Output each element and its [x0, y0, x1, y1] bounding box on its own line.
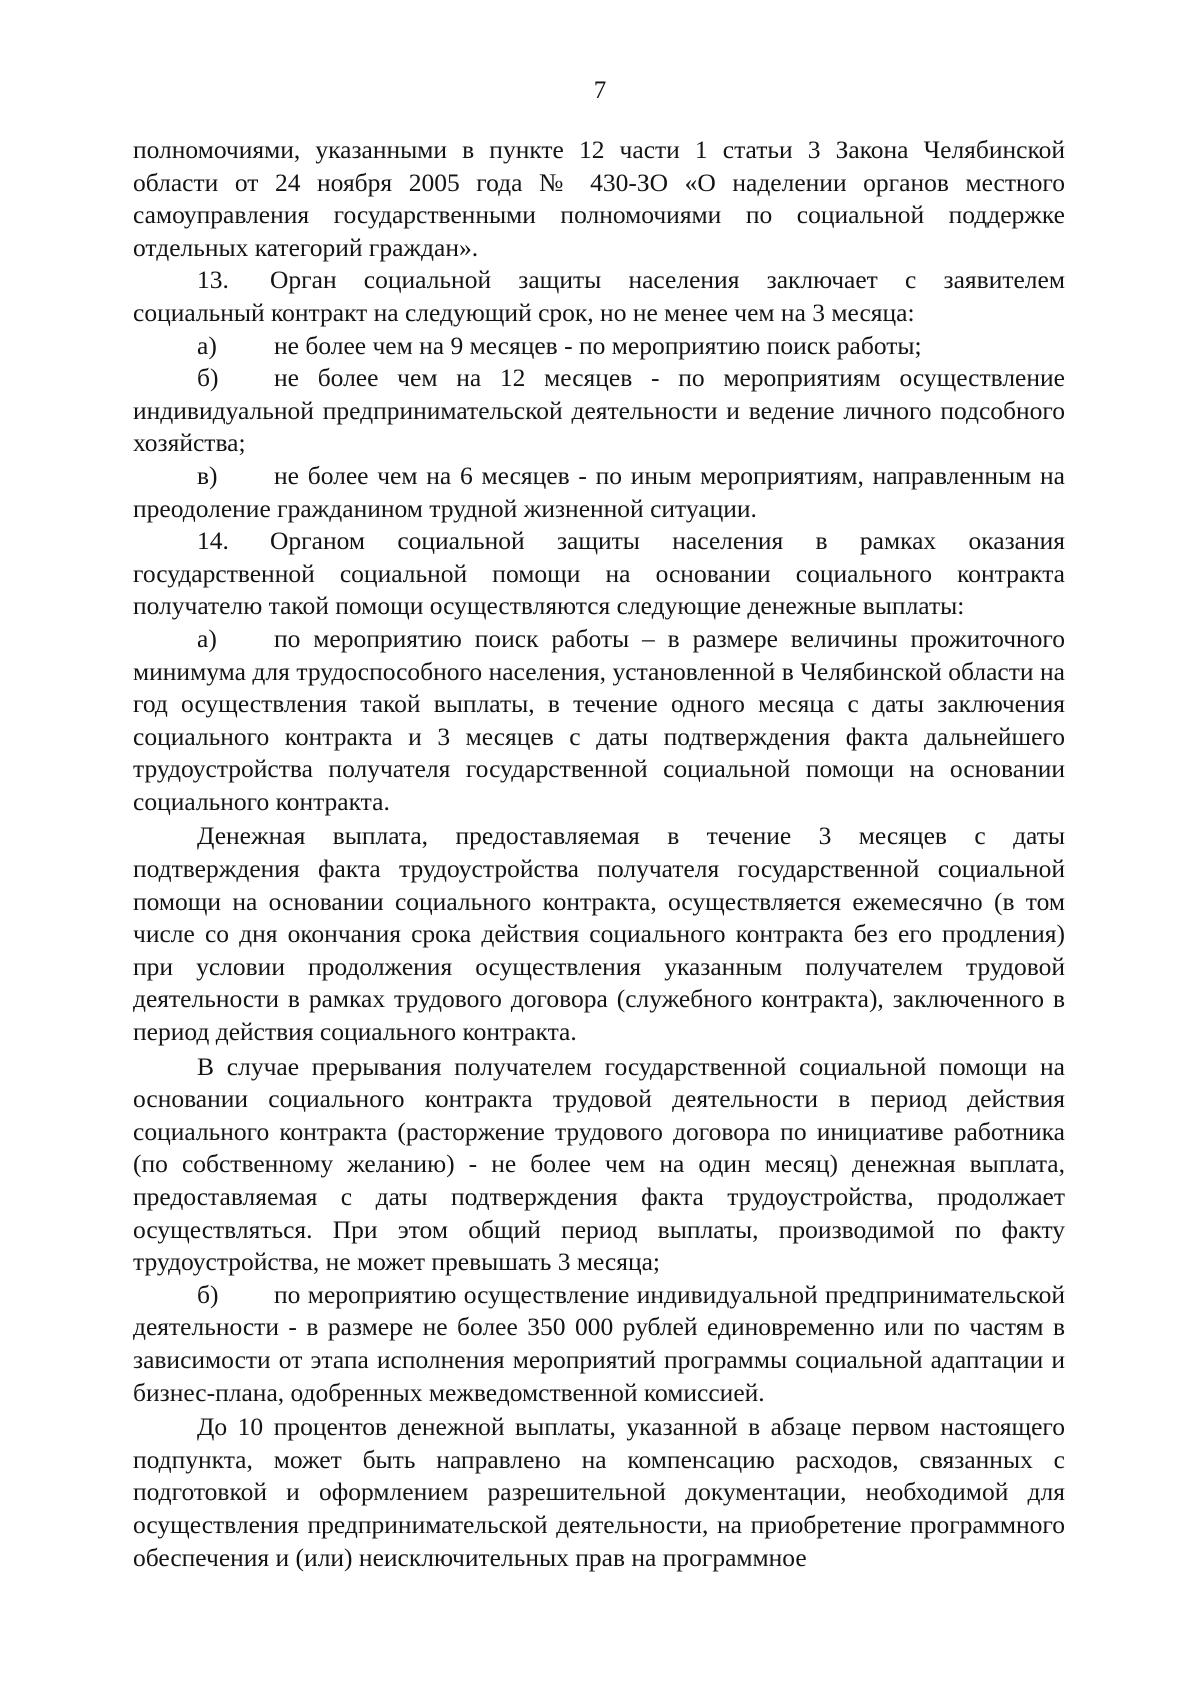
item-label: б) — [197, 1279, 219, 1309]
paragraph-text: не более чем на 6 месяцев - по иным мероприятиям, направленным на преодоление гражданином трудной жизненной ситуации. — [133, 460, 1065, 523]
item-label: 13. — [197, 265, 229, 295]
subitem-a-payment — [133, 623, 1065, 819]
item-label: б) — [197, 363, 219, 393]
paragraph-continuation — [133, 134, 1065, 264]
item-label: в) — [197, 460, 218, 490]
paragraph-monthly-payment — [133, 820, 1065, 1048]
paragraph-text: по мероприятию поиск работы – в размере величины прожиточного минимума для трудоспособного населения, установленной в Челябинской области на год осуществления такой выплаты, в течение одного месяца с даты заключения социального контракта и 3 месяцев с даты подтверждения факта дальнейшего трудоустройства получателя государственной социальной помощи на основании социального контракта. — [133, 623, 1065, 816]
page-number: 7 — [593, 77, 607, 104]
paragraph-item-13 — [133, 264, 1065, 329]
paragraph-text: не более чем на 9 месяцев - по мероприятию поиск работы; — [274, 330, 922, 360]
paragraph-text: Орган социальной защиты населения заключает с заявителем социальный контракт на следующий срок, но не менее чем на 3 месяца: — [133, 265, 1065, 327]
item-label: а) — [197, 330, 217, 360]
paragraph-text: по мероприятию осуществление индивидуальной предпринимательской деятельности - в размере не более 350 000 рублей единовременно или по частям в зависимости от этапа исполнения мероприятий программы социальной адаптации и бизнес-плана, одобренных межведомственной комиссией. — [133, 1279, 1065, 1407]
paragraph-text: До 10 процентов денежной выплаты, указанной в абзаце первом настоящего подпункта, может быть направлено на компенсацию расходов, связанных с подготовкой и оформлением разрешительной документации, необходимой для осуществления предпринимательской деятельности, на приобретение программного обеспечения и (или) неисключительных прав на программное — [133, 1412, 1065, 1572]
paragraph-text: Органом социальной защиты населения в рамках оказания государственной социальной помощи на основании социального контракта получателю такой помощи осуществляются следующие денежные выплаты: — [133, 526, 1065, 621]
paragraph-item-14 — [133, 525, 1065, 623]
subitem-b-payment — [133, 1279, 1065, 1409]
subitem-b-term — [133, 362, 1065, 460]
subitem-v-term — [133, 460, 1065, 525]
item-label: 14. — [197, 526, 229, 556]
paragraph-text: полномочиями, указанными в пункте 12 части 1 статьи 3 Закона Челябинской области от 24 ноября 2005 года № 430-ЗО «О наделении органов местного самоуправления государственными полномочиями по социальной поддержке отдельных категорий граждан». — [133, 135, 1065, 262]
subitem-a-term — [133, 330, 1065, 363]
paragraph-interruption — [133, 1051, 1065, 1279]
paragraph-text: В случае прерывания получателем государственной социальной помощи на основании социального контракта трудовой деятельности в период действия социального контракта (расторжение трудового договора по инициативе работника (по собственному желанию) - не более чем на один месяц) денежная выплата, предоставляемая с даты подтверждения факта трудоустройства, продолжает осуществляться. При этом общий период выплаты, производимой по факту трудоустройства, не может превышать 3 месяца; — [133, 1051, 1065, 1277]
paragraph-text: Денежная выплата, предоставляемая в течение 3 месяцев с даты подтверждения факта трудоустройства получателя государственной социальной помощи на основании социального контракта, осуществляется ежемесячно (в том числе со дня окончания срока действия социального контракта без его продления) при условии продолжения осуществления указанным получателем трудовой деятельности в рамках трудового договора (служебного контракта), заключенного в период действия социального контракта. — [133, 821, 1065, 1047]
paragraph-text: не более чем на 12 месяцев - по мероприятиям осуществление индивидуальной предпринимательской деятельности и ведение личного подсобного хозяйства; — [133, 363, 1065, 458]
document-body — [133, 134, 1065, 1574]
item-label: а) — [197, 623, 217, 653]
paragraph-compensation — [133, 1411, 1065, 1574]
